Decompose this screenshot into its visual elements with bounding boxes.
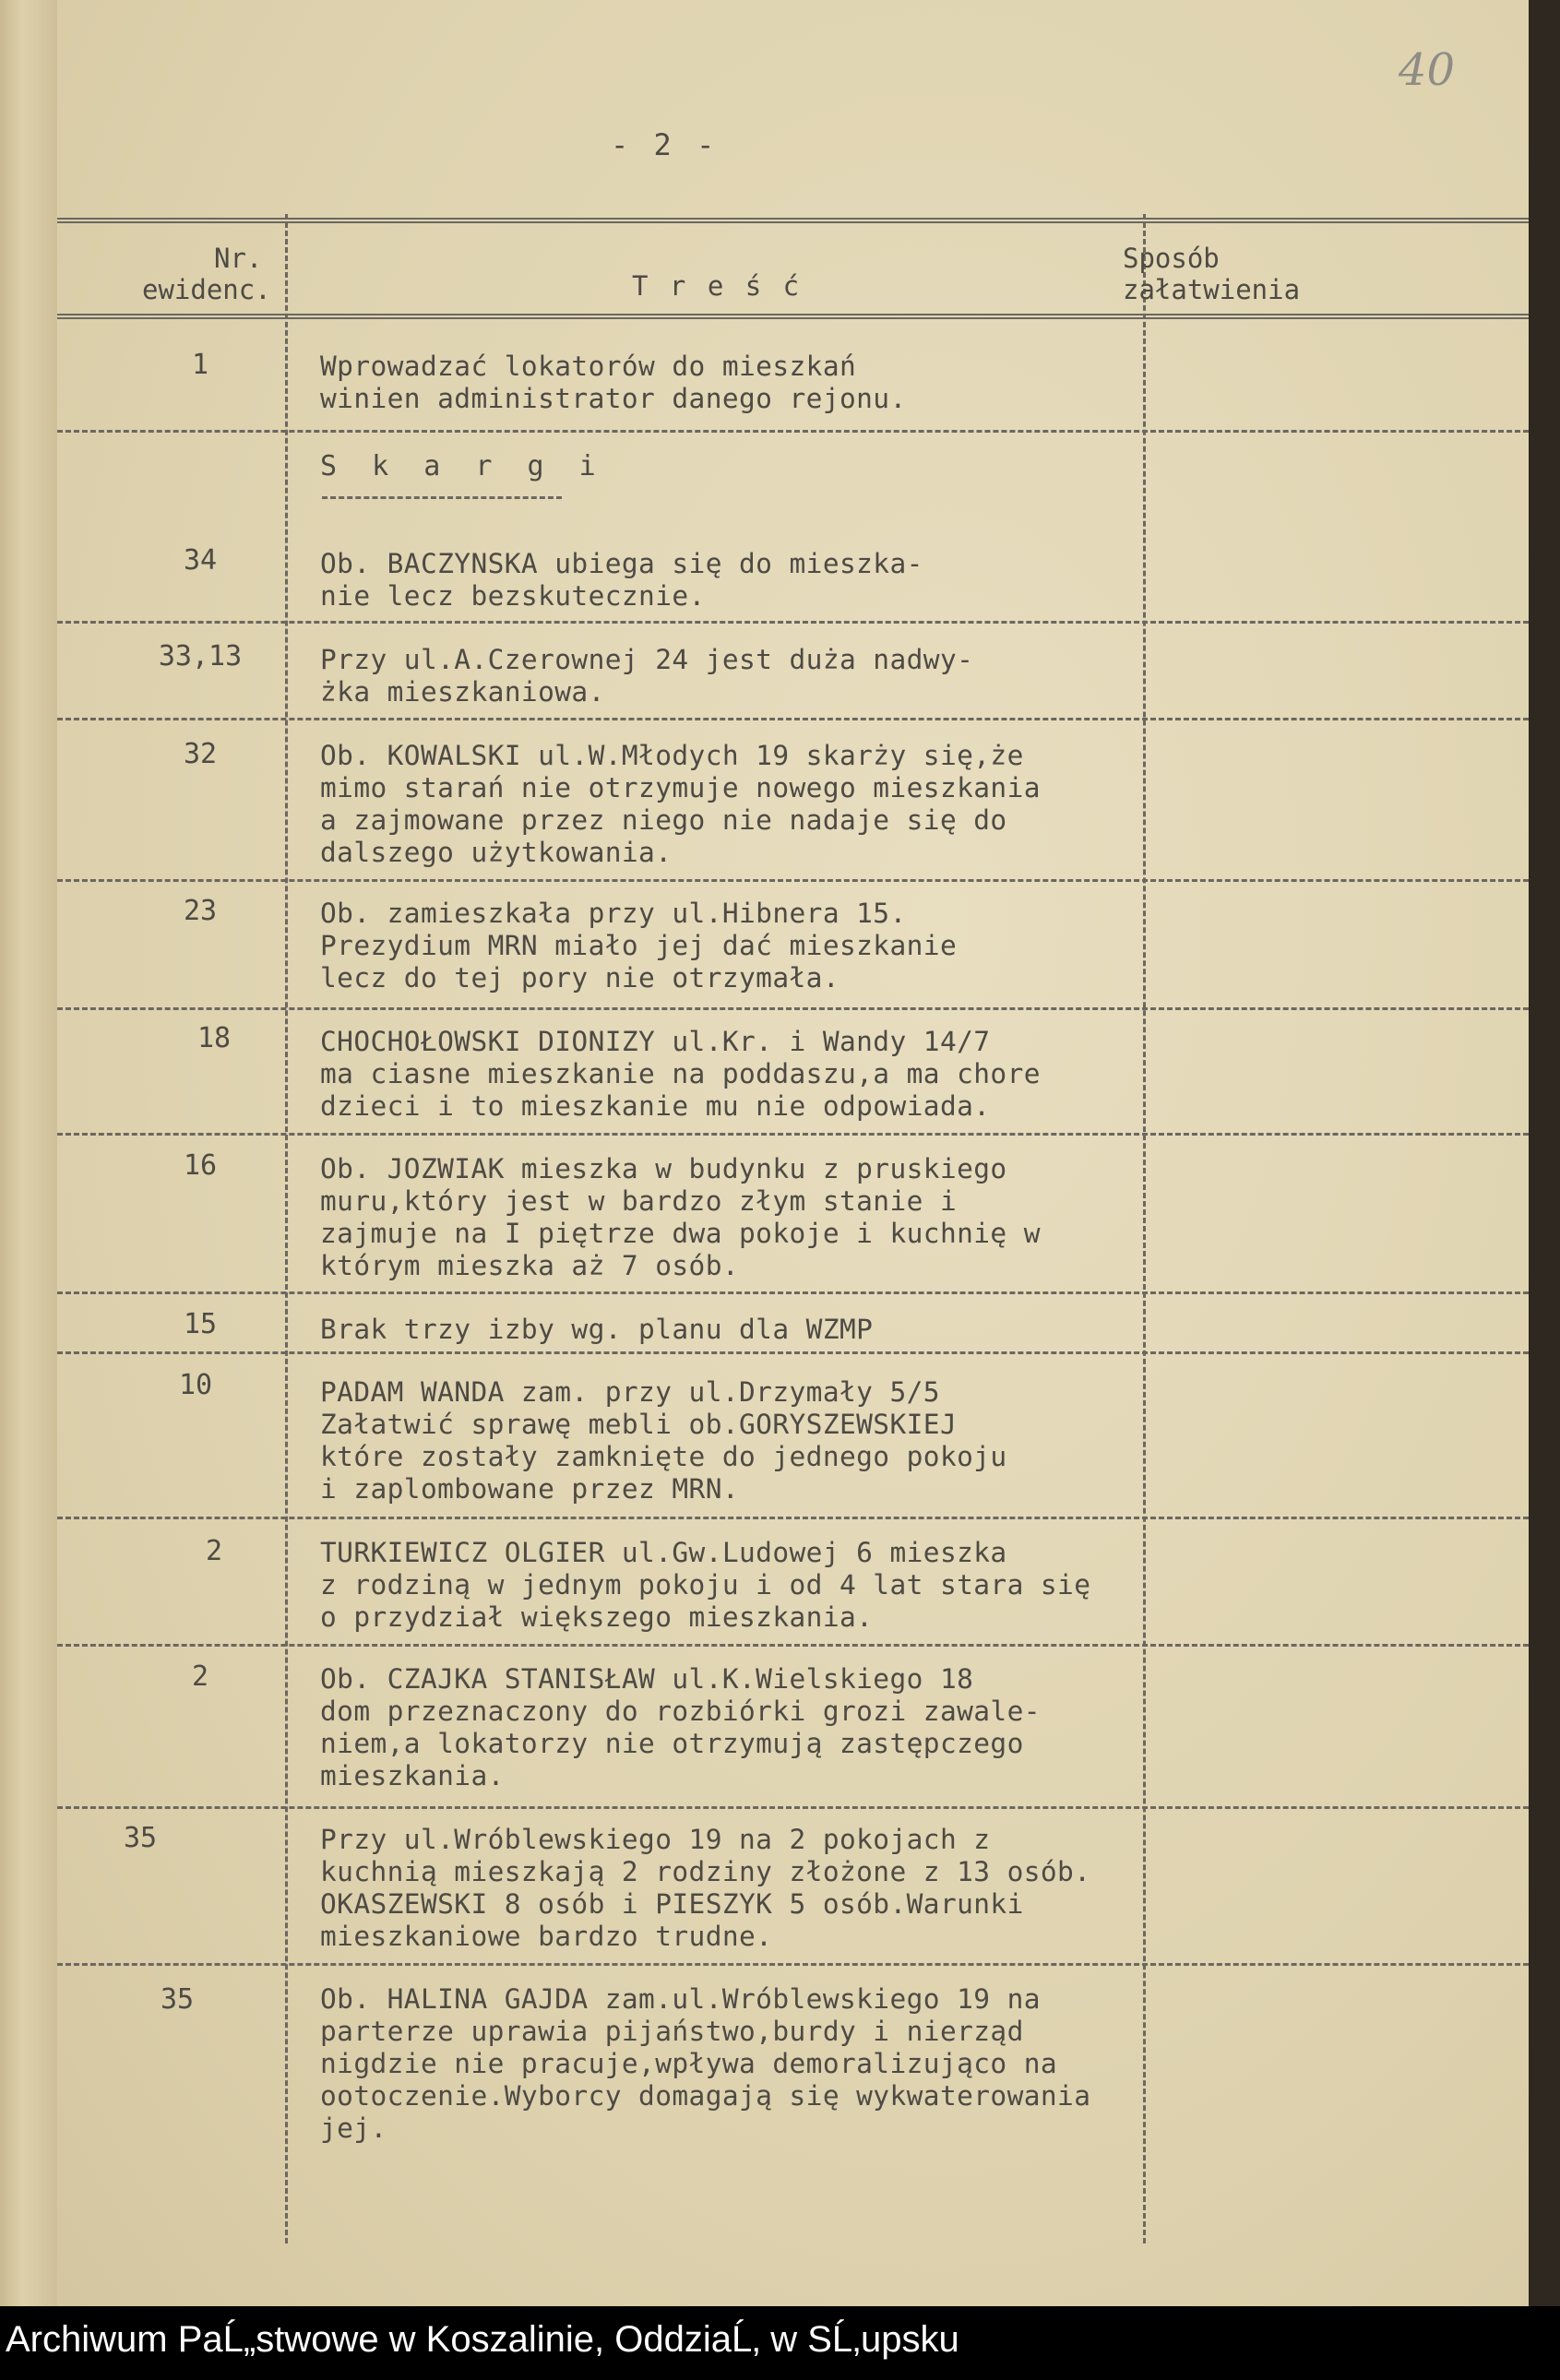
document-page xyxy=(57,0,1529,2306)
row-2b-nr: 2 xyxy=(191,1660,209,1693)
row-34-line-2: nie lecz bezskutecznie. xyxy=(320,580,706,612)
row-32-line-3: a zajmowane przez niego nie nadaje się do xyxy=(320,804,1007,836)
row-18-line-2: ma ciasne mieszkanie na poddaszu,a ma chore xyxy=(320,1058,1041,1089)
archive-credit: Archiwum PaĹ„stwowe w Koszalinie, OddziaĹ‚ w SĹ‚upsku xyxy=(6,2319,959,2360)
row-2a-line-2: z rodziną w jednym pokoju i od 4 lat stara się xyxy=(320,1569,1091,1601)
row-23-nr: 23 xyxy=(183,895,218,927)
row-separator xyxy=(57,1291,1529,1294)
row-23-line-3: lecz do tej pory nie otrzymała. xyxy=(320,962,840,994)
header-sposob-line1: Sposób xyxy=(1123,243,1220,274)
row-10-line-3: które zostały zamknięte do jednego pokoju xyxy=(320,1441,1007,1472)
row-35b-line-3: nigdzie nie pracuje,wpływa demoralizująco na xyxy=(320,2048,1058,2079)
row-10-line-2: Załatwić sprawę mebli ob.GORYSZEWSKIEJ xyxy=(320,1409,958,1440)
row-35a-text xyxy=(320,1824,1243,1953)
row-34-line-1: Ob. BACZYNSKA ubiega się do mieszka- xyxy=(320,548,923,579)
row-separator xyxy=(57,1963,1529,1966)
column-divider-left xyxy=(285,214,288,2243)
row-separator xyxy=(57,430,1529,433)
row-separator xyxy=(57,1644,1529,1647)
row-34-text xyxy=(320,548,1243,613)
row-1-text xyxy=(320,351,1243,415)
row-33-13-nr: 33,13 xyxy=(158,640,243,672)
row-separator xyxy=(57,1351,1529,1354)
header-top-rule xyxy=(57,218,1529,223)
row-10-line-4: i zaplombowane przez MRN. xyxy=(320,1473,740,1505)
row-16-line-2: muru,który jest w bardzo złym stanie i xyxy=(320,1185,958,1217)
row-separator xyxy=(57,879,1529,882)
row-23-text xyxy=(320,898,1243,994)
binding-strip xyxy=(0,0,59,2306)
row-1-line-1: Wprowadzać lokatorów do mieszkań xyxy=(320,351,857,382)
row-35b-nr: 35 xyxy=(160,1983,195,2016)
handwritten-page-number: 40 xyxy=(1398,44,1455,96)
row-16-line-1: Ob. JOZWIAK mieszka w budynku z pruskiego xyxy=(320,1153,1007,1184)
row-1-nr: 1 xyxy=(191,349,209,381)
page-number: - 2 - xyxy=(611,127,719,162)
row-separator xyxy=(57,621,1529,624)
row-16-line-3: zajmuje na I piętrze dwa pokoje i kuchnię w xyxy=(320,1218,1041,1249)
row-23-line-2: Prezydium MRN miało jej dać mieszkanie xyxy=(320,930,958,961)
row-separator xyxy=(57,1007,1529,1010)
row-35a-nr: 35 xyxy=(123,1822,158,1854)
row-2a-line-3: o przydział większego mieszkania. xyxy=(320,1601,874,1633)
row-18-line-3: dzieci i to mieszkanie mu nie odpowiada. xyxy=(320,1090,991,1122)
row-2b-line-4: mieszkania. xyxy=(320,1760,505,1791)
header-tresc: T r e ś ć xyxy=(632,270,803,302)
row-15-text xyxy=(320,1314,1243,1346)
row-35b-line-4: ootoczenie.Wyborcy domagają się wykwaterowania xyxy=(320,2080,1091,2112)
row-2a-nr: 2 xyxy=(205,1535,223,1567)
row-2b-text xyxy=(320,1663,1243,1792)
row-32-line-1: Ob. KOWALSKI ul.W.Młodych 19 skarży się,że xyxy=(320,740,1024,771)
row-15-line-1: Brak trzy izby wg. planu dla WZMP xyxy=(320,1314,874,1345)
header-nr-line2: ewidenc. xyxy=(142,274,271,305)
row-2b-line-3: niem,a lokatorzy nie otrzymują zastępczego xyxy=(320,1728,1024,1759)
header-sposob-line2: załatwienia xyxy=(1123,274,1301,305)
row-18-text xyxy=(320,1026,1243,1123)
row-32-text xyxy=(320,740,1243,869)
header-bottom-rule xyxy=(57,314,1529,319)
row-35b-line-2: parterze uprawia pijaństwo,burdy i nierząd xyxy=(320,2016,1024,2047)
row-18-line-1: CHOCHOŁOWSKI DIONIZY ul.Kr. i Wandy 14/7 xyxy=(320,1026,991,1057)
row-15-nr: 15 xyxy=(183,1308,218,1340)
row-35a-line-3: OKASZEWSKI 8 osób i PIESZYK 5 osób.Warunki xyxy=(320,1888,1024,1920)
row-35b-line-1: Ob. HALINA GAJDA zam.ul.Wróblewskiego 19 na xyxy=(320,1983,1041,2015)
row-16-nr: 16 xyxy=(183,1149,218,1182)
row-2a-text xyxy=(320,1537,1243,1634)
row-34-nr: 34 xyxy=(183,544,218,577)
row-2b-line-1: Ob. CZAJKA STANISŁAW ul.K.Wielskiego 18 xyxy=(320,1663,974,1695)
row-32-line-4: dalszego użytkowania. xyxy=(320,837,673,868)
row-16-text xyxy=(320,1153,1243,1282)
row-23-line-1: Ob. zamieszkała przy ul.Hibnera 15. xyxy=(320,898,907,929)
row-32-nr: 32 xyxy=(183,738,218,770)
section-title: S k a r g i xyxy=(320,450,605,482)
row-10-nr: 10 xyxy=(178,1369,213,1401)
row-2b-line-2: dom przeznaczony do rozbiórki grozi zawale- xyxy=(320,1696,1041,1727)
footer-bar xyxy=(0,2306,1560,2380)
row-10-text xyxy=(320,1376,1243,1505)
row-33-13-line-1: Przy ul.A.Czerownej 24 jest duża nadwy- xyxy=(320,644,974,675)
row-16-line-4: którym mieszka aż 7 osób. xyxy=(320,1250,740,1281)
row-33-13-text xyxy=(320,644,1243,708)
row-33-13-line-2: żka mieszkaniowa. xyxy=(320,676,605,708)
row-separator xyxy=(57,1133,1529,1136)
row-1-line-2: winien administrator danego rejonu. xyxy=(320,383,907,414)
row-10-line-1: PADAM WANDA zam. przy ul.Drzymały 5/5 xyxy=(320,1376,940,1408)
row-separator xyxy=(57,1517,1529,1519)
row-35b-text xyxy=(320,1983,1243,2145)
row-35a-line-1: Przy ul.Wróblewskiego 19 na 2 pokojach z xyxy=(320,1824,991,1855)
row-35a-line-4: mieszkaniowe bardzo trudne. xyxy=(320,1921,773,1952)
row-separator xyxy=(57,718,1529,720)
row-separator xyxy=(57,1806,1529,1809)
scan-edge xyxy=(1529,0,1560,2306)
row-35b-line-5: jej. xyxy=(320,2112,387,2144)
section-title-underline xyxy=(322,496,562,499)
row-35a-line-2: kuchnią mieszkają 2 rodziny złożone z 13 osób. xyxy=(320,1856,1091,1887)
row-18-nr: 18 xyxy=(196,1022,232,1054)
row-2a-line-1: TURKIEWICZ OLGIER ul.Gw.Ludowej 6 mieszka xyxy=(320,1537,1007,1568)
header-nr-line1: Nr. xyxy=(214,243,263,274)
row-32-line-2: mimo starań nie otrzymuje nowego mieszkania xyxy=(320,772,1041,803)
